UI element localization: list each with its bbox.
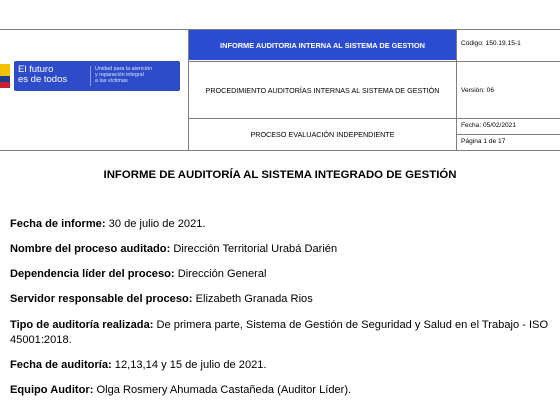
- field-value: 30 de julio de 2021.: [105, 218, 206, 230]
- field-audit-type: [10, 318, 550, 348]
- field-label: Fecha de informe:: [10, 218, 106, 230]
- field-responsible-official: [10, 292, 550, 307]
- field-label: Tipo de auditoría realizada:: [10, 319, 154, 331]
- field-value: De primera parte, Sistema de Gestión de Seguridad y Salud en el Trabajo - ISO 45001:2018.: [10, 319, 549, 346]
- document-version: Versión: 06: [461, 87, 494, 94]
- colombia-flag-icon: [0, 64, 10, 88]
- field-audit-team: [10, 383, 550, 398]
- field-label: Equipo Auditor:: [10, 384, 94, 396]
- header-border: [456, 29, 457, 151]
- logo-brand-text: El futuro es de todos: [18, 64, 68, 85]
- organization-logo: [0, 61, 182, 91]
- field-report-date: [10, 217, 550, 232]
- field-value: 12,13,14 y 15 de julio de 2021.: [111, 359, 267, 371]
- field-label: Fecha de auditoría:: [10, 359, 112, 371]
- header-process: PROCESO EVALUACIÓN INDEPENDIENTE: [250, 129, 395, 139]
- field-label: Servidor responsable del proceso:: [10, 293, 193, 305]
- field-value: Dirección Territorial Urabá Darién: [170, 243, 338, 255]
- header-border-bottom: [0, 150, 560, 151]
- document-header: [0, 0, 560, 153]
- document-title: INFORME DE AUDITORÍA AL SISTEMA INTEGRADO DE GESTIÓN: [103, 169, 457, 181]
- document-code: Código: 150.19.15-1: [461, 40, 521, 47]
- document-date: Fecha: 05/02/2021: [461, 122, 516, 129]
- field-value: Olga Rosmery Ahumada Castañeda (Auditor Líder).: [93, 384, 352, 396]
- header-procedure: PROCEDIMIENTO AUDITORÍAS INTERNAS AL SISTEMA DE GESTIÓN: [205, 86, 440, 95]
- field-value: Elizabeth Granada Rios: [192, 293, 313, 305]
- field-label: Dependencia líder del proceso:: [10, 268, 175, 280]
- header-title: INFORME AUDITORIA INTERNA AL SISTEMA DE GESTION: [189, 30, 456, 60]
- field-lead-department: [10, 267, 550, 282]
- field-audited-process: [10, 242, 550, 257]
- field-label: Nombre del proceso auditado:: [10, 243, 171, 255]
- field-audit-date: [10, 358, 550, 373]
- logo-organization-text: Unidad para la atención y reparación integral a las víctimas: [95, 66, 152, 84]
- page-number: Página 1 de 17: [461, 138, 506, 145]
- header-border: [456, 134, 560, 135]
- field-value: Dirección General: [174, 268, 267, 280]
- logo-divider: [90, 66, 91, 86]
